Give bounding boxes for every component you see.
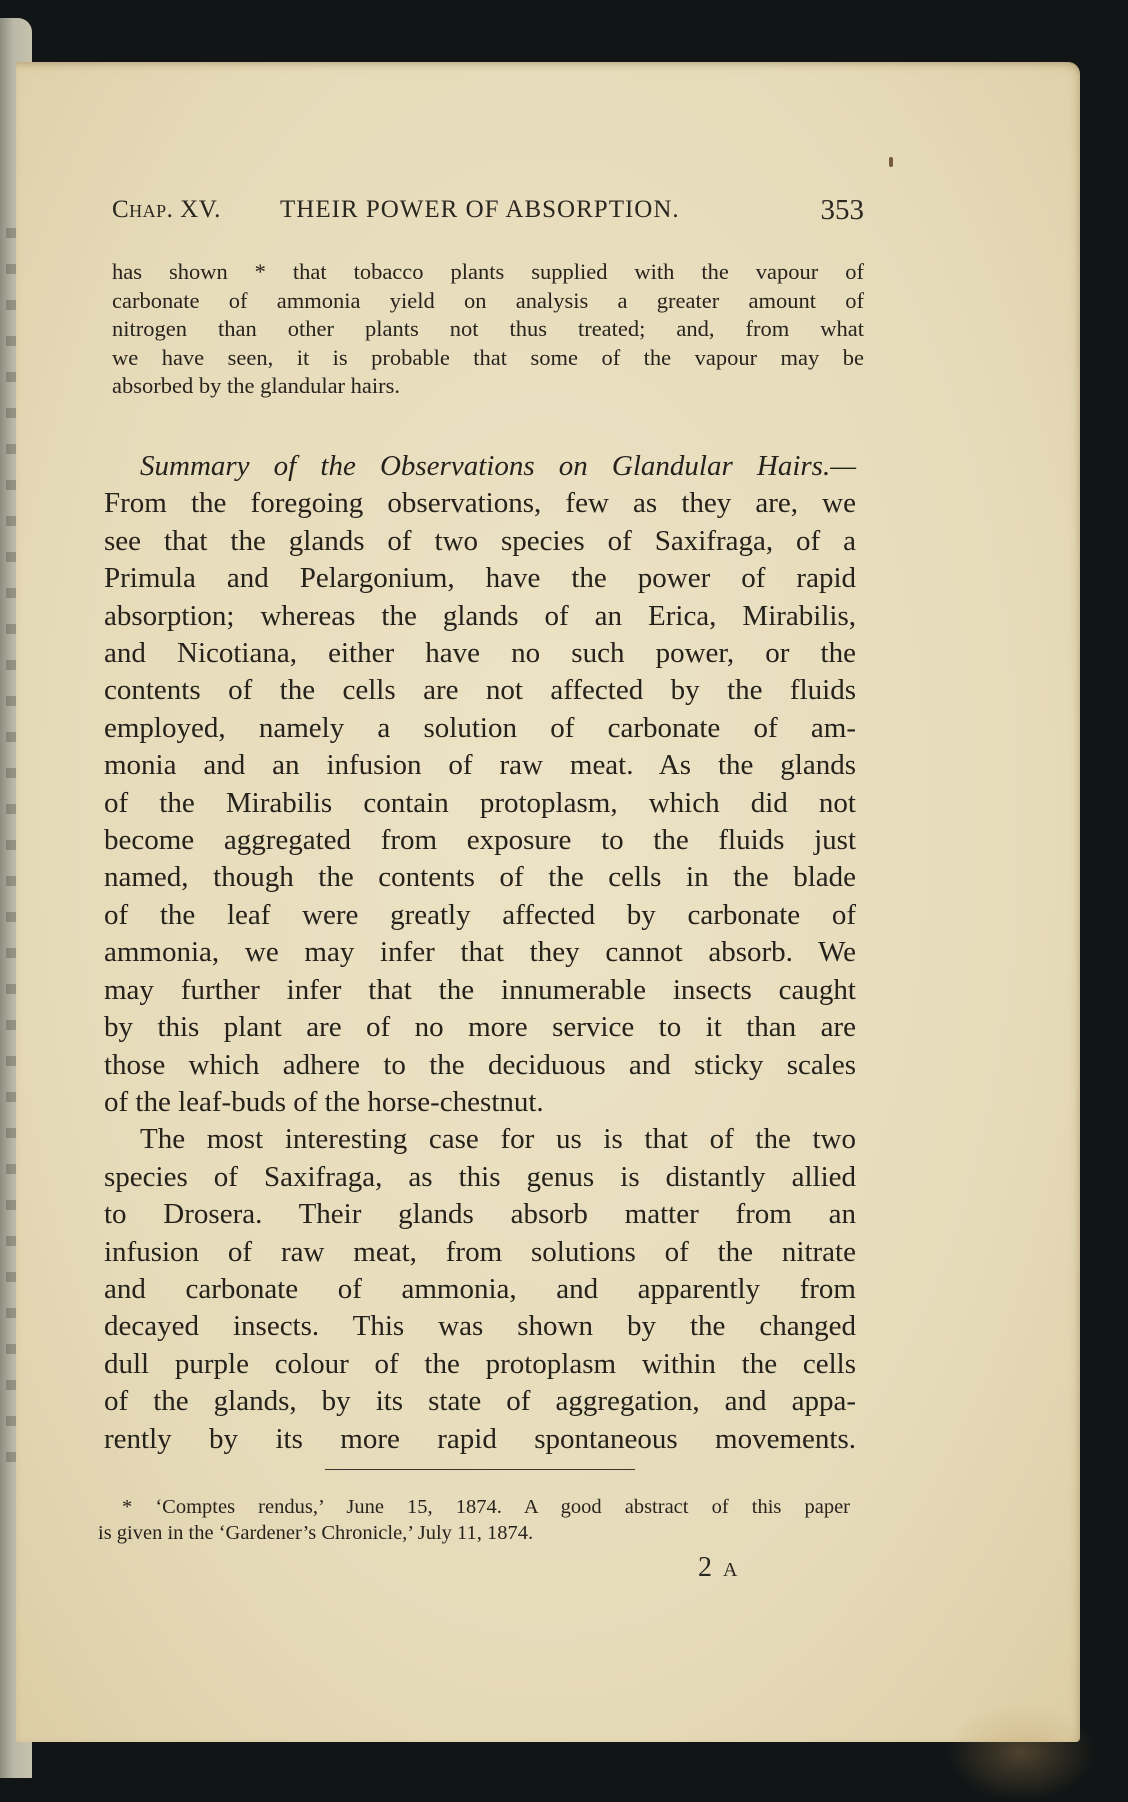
text-line: decayed insects. This was shown by the changed [104, 1310, 856, 1343]
text-line: species of Saxifraga, as this genus is distantly allied [104, 1160, 856, 1193]
text-line: we have seen, it is probable that some of the vapour may be [112, 344, 864, 370]
text-line: The most interesting case for us is that of the two [140, 1123, 856, 1156]
footnote [98, 1494, 850, 1546]
page-number: 353 [820, 194, 864, 226]
text-line: of the Mirabilis contain protoplasm, which did not [104, 786, 856, 819]
text-line: rently by its more rapid spontaneous movements. [104, 1422, 856, 1455]
text-line: dull purple colour of the protoplasm within the cells [104, 1347, 856, 1380]
text-line: ammonia, we may infer that they cannot absorb. We [104, 936, 856, 969]
text-line: by this plant are of no more service to it than are [104, 1011, 856, 1044]
text-line: those which adhere to the deciduous and sticky scales [104, 1048, 856, 1081]
footnote-rule [325, 1469, 635, 1470]
text-line: see that the glands of two species of Saxifraga, of a [104, 524, 856, 557]
summary-section [104, 448, 856, 1458]
section-heading: Summary of the Observations on Glandular Hairs.— [140, 450, 856, 482]
text-line: and Nicotiana, either have no such power, or the [104, 637, 856, 670]
text-line: From the foregoing observations, few as they are, we [104, 487, 856, 520]
signature-letter: A [723, 1559, 740, 1581]
text-line: to Drosera. Their glands absorb matter from an [104, 1198, 856, 1231]
signature-number: 2 [698, 1552, 714, 1583]
footnote-line: is given in the ‘Gardener’s Chronicle,’ July 11, 1874. [98, 1522, 534, 1544]
text-line: and carbonate of ammonia, and apparently from [104, 1272, 856, 1305]
text-line: employed, namely a solution of carbonate of am- [104, 711, 856, 744]
text-line: of the leaf were greatly affected by carbonate of [104, 898, 856, 931]
text-line: become aggregated from exposure to the fluids just [104, 824, 856, 857]
running-title: THEIR POWER OF ABSORPTION. [280, 196, 680, 223]
text-line: carbonate of ammonia yield on analysis a greater amount of [112, 287, 864, 313]
chapter-label: Chap. XV. [112, 196, 221, 223]
text-line: has shown * that tobacco plants supplied with the vapour of [112, 259, 864, 284]
text-line: may further infer that the innumerable insects caught [104, 973, 856, 1006]
text-line: absorption; whereas the glands of an Erica, Mirabilis, [104, 599, 856, 632]
text-line: contents of the cells are not affected by the fluids [104, 674, 856, 707]
page-stain [946, 1702, 1096, 1802]
text-line: Primula and Pelargonium, have the power of rapid [104, 562, 856, 595]
signature-mark [698, 1552, 739, 1584]
text-line: named, though the contents of the cells in the blade [104, 861, 856, 894]
foxing-spot [889, 157, 893, 167]
text-line: of the leaf-buds of the horse-chestnut. [104, 1085, 544, 1118]
text-line: of the glands, by its state of aggregation, and appa- [104, 1385, 856, 1418]
text-line: infusion of raw meat, from solutions of the nitrate [104, 1235, 856, 1268]
running-header [112, 196, 864, 232]
text-line: nitrogen than other plants not thus treated; and, from what [112, 316, 864, 341]
text-line: absorbed by the glandular hairs. [112, 373, 401, 398]
text-line: monia and an infusion of raw meat. As the glands [104, 749, 856, 782]
continuation-paragraph [112, 258, 864, 401]
footnote-line: * ‘Comptes rendus,’ June 15, 1874. A good abstract of this paper [122, 1496, 850, 1518]
